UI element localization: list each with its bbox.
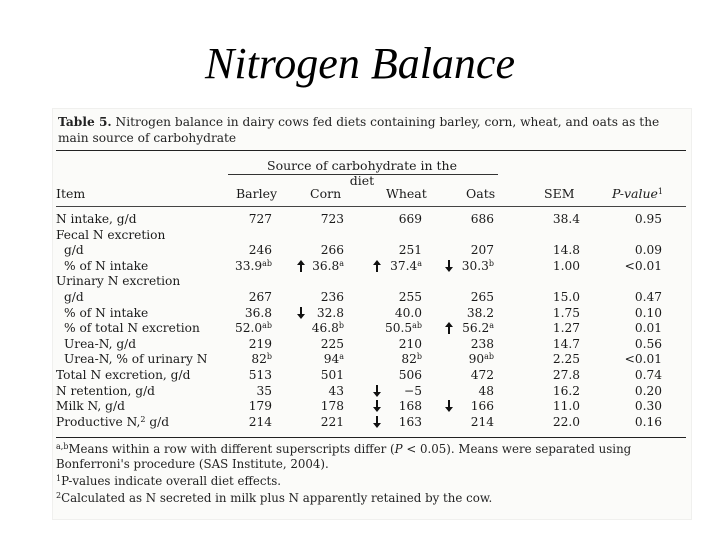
cell-o (452, 306, 494, 320)
col-header-wheat: Wheat (386, 186, 427, 201)
cell-value: 16.2 (552, 383, 580, 398)
cell-p (612, 415, 662, 429)
cell-value: 0.10 (634, 305, 662, 320)
cell-value: 0.01 (634, 321, 662, 336)
slide-title: Nitrogen Balance (205, 39, 515, 88)
cell-value: 0.16 (634, 414, 662, 429)
cell-c (302, 321, 344, 335)
cell-value: 38.2 (466, 305, 494, 320)
cell-sem (530, 321, 580, 335)
cell-p (612, 337, 662, 351)
cell-value: 32.8 (316, 305, 344, 320)
col-header-p-sup: 1 (657, 187, 664, 196)
cell-value: 52.0 (234, 321, 263, 336)
col-header-barley: Barley (236, 186, 278, 201)
cell-value: 0.95 (634, 212, 662, 226)
cell-c (302, 290, 344, 304)
cell-superscript: b (266, 352, 272, 362)
col-header-sem: SEM (544, 186, 575, 201)
arrow-down-icon (444, 259, 454, 273)
arrow-down-icon (296, 306, 306, 320)
cell-c (302, 352, 344, 366)
cell-value: 179 (248, 399, 272, 414)
cell-o (452, 368, 494, 382)
cell-value: 82 (251, 352, 267, 367)
table-row (52, 228, 692, 242)
cell-value: 0.20 (634, 383, 662, 398)
cell-value: 214 (248, 414, 272, 429)
row-item (64, 337, 136, 351)
cell-c (302, 384, 344, 398)
cell-value: 267 (248, 290, 272, 304)
row-item-text: Urea-N, % of urinary N (64, 352, 208, 367)
cell-o (452, 243, 494, 257)
footnote-2-sup: 1 (56, 474, 62, 483)
cell-value: 0.56 (634, 336, 662, 351)
cell-value: 22.0 (552, 414, 580, 429)
cell-value: 14.7 (552, 336, 580, 351)
cell-sem (530, 415, 580, 429)
cell-value: 168 (398, 399, 422, 414)
arrow-up-icon (444, 321, 454, 335)
cell-o (452, 337, 494, 351)
arrow-up-icon (372, 259, 382, 273)
cell-value: 246 (248, 243, 272, 258)
cell-value: 36.8 (244, 305, 272, 320)
arrow-down-icon (372, 384, 382, 398)
cell-c (302, 399, 344, 413)
cell-value: 0.47 (634, 290, 662, 304)
cell-superscript: a (489, 321, 494, 331)
footnote-3-sup: 2 (56, 491, 62, 500)
cell-o (452, 399, 494, 413)
row-item (64, 321, 200, 335)
footnote-3-text: Calculated as N secreted in milk plus N apparently retained by the cow. (61, 491, 493, 505)
cell-b (230, 368, 272, 382)
arrow-up-icon (296, 259, 306, 273)
cell-superscript: a (339, 352, 344, 362)
cell-sem (530, 337, 580, 351)
cell-w (380, 243, 422, 257)
col-header-p-text: P-value (612, 186, 658, 201)
cell-value: 210 (398, 336, 422, 351)
cell-b (230, 352, 272, 366)
cell-b (230, 212, 272, 226)
table-row (52, 321, 692, 335)
cell-value: 265 (470, 290, 494, 304)
row-item (56, 212, 137, 226)
cell-p (612, 384, 662, 398)
footnote-3 (56, 491, 686, 506)
cell-p (612, 321, 662, 335)
row-item-tail: g/d (145, 414, 170, 429)
cell-b (230, 384, 272, 398)
cell-value: 1.27 (552, 321, 580, 336)
arrow-down-icon (372, 399, 382, 413)
cell-value: 14.8 (552, 243, 580, 258)
arrow-down-icon (372, 415, 382, 429)
cell-p (612, 290, 662, 304)
cell-superscript: ab (484, 352, 494, 362)
group-header: Source of carbohydrate in the diet (267, 158, 457, 188)
cell-value: <0.01 (624, 258, 662, 273)
cell-sem (530, 290, 580, 304)
row-item (56, 384, 155, 398)
cell-sem (530, 212, 580, 226)
cell-p (612, 212, 662, 226)
col-header-item: Item (56, 186, 86, 201)
cell-o (452, 352, 494, 366)
cell-value: 40.0 (394, 305, 422, 320)
table-scan (52, 108, 692, 520)
row-item-text: Urea-N, g/d (64, 336, 137, 351)
cell-w (380, 321, 422, 335)
bottom-rule (56, 437, 686, 438)
cell-value: 251 (398, 243, 422, 258)
cell-value: 38.4 (552, 212, 580, 226)
cell-p (612, 368, 662, 382)
table-row (52, 290, 692, 304)
row-item-text: Urinary N excretion (56, 274, 181, 289)
row-item (64, 259, 148, 273)
cell-superscript: b (338, 321, 344, 331)
arrow-down-icon (444, 399, 454, 413)
cell-w (380, 290, 422, 304)
cell-value: 501 (320, 368, 344, 382)
table-row (52, 337, 692, 351)
cell-value: 221 (320, 414, 344, 429)
cell-c (302, 415, 344, 429)
footnote-1 (56, 442, 686, 472)
col-header-corn: Corn (310, 186, 342, 201)
caption-text: Nitrogen balance in dairy cows fed diets containing barley, corn, wheat, and oats as the main source of carbohydrate (58, 115, 660, 145)
row-item-text: g/d (64, 243, 84, 258)
table-row (52, 212, 692, 226)
row-item-text: Milk N, g/d (56, 399, 125, 414)
cell-w (380, 399, 422, 413)
cell-value: 33.9 (234, 258, 263, 273)
row-item-sup: 2 (140, 414, 146, 424)
cell-c (302, 306, 344, 320)
cell-sem (530, 243, 580, 257)
cell-value: 15.0 (552, 290, 580, 304)
row-item (56, 274, 180, 288)
cell-b (230, 259, 272, 273)
cell-value: 727 (248, 212, 272, 226)
cell-w (380, 384, 422, 398)
cell-superscript: ab (262, 321, 272, 331)
cell-value: 50.5 (384, 321, 413, 336)
cell-b (230, 399, 272, 413)
cell-o (452, 384, 494, 398)
footnote-1-text-b: < 0.05). Means were separated using Bonferroni's procedure (SAS Institute, 2004). (56, 442, 632, 471)
cell-value: <0.01 (624, 352, 662, 367)
table-row (52, 368, 692, 382)
cell-p (612, 259, 662, 273)
cell-value: 219 (248, 336, 272, 351)
table-row (52, 274, 692, 288)
cell-value: 94 (323, 352, 340, 367)
cell-value: 513 (248, 368, 272, 382)
header-rule (56, 206, 686, 207)
cell-sem (530, 368, 580, 382)
cell-value: 686 (470, 212, 494, 226)
cell-b (230, 321, 272, 335)
col-header-p (612, 186, 663, 201)
cell-o (452, 212, 494, 226)
cell-b (230, 337, 272, 351)
row-item (64, 290, 84, 304)
cell-w (380, 212, 422, 226)
cell-c (302, 243, 344, 257)
cell-o (452, 259, 494, 273)
cell-w (380, 415, 422, 429)
cell-w (380, 306, 422, 320)
cell-sem (530, 352, 580, 366)
cell-value: 36.8 (312, 258, 340, 273)
top-rule (56, 150, 686, 151)
cell-sem (530, 384, 580, 398)
table-row (52, 306, 692, 320)
row-item (56, 228, 165, 242)
cell-o (452, 415, 494, 429)
row-item-text: % of N intake (64, 258, 149, 273)
cell-value: 11.0 (552, 399, 580, 414)
cell-superscript: b (488, 258, 494, 268)
row-item (56, 399, 125, 413)
cell-value: 1.00 (552, 258, 580, 273)
cell-value: 207 (470, 243, 494, 258)
cell-value: 43 (328, 383, 344, 398)
cell-value: 1.75 (552, 305, 580, 320)
cell-superscript: ab (412, 321, 422, 331)
cell-value: 0.74 (634, 368, 662, 382)
cell-value: 56.2 (462, 321, 490, 336)
cell-value: 27.8 (552, 368, 580, 382)
group-rule (228, 174, 498, 175)
cell-value: 236 (320, 290, 344, 304)
cell-w (380, 352, 422, 366)
cell-value: 0.30 (634, 399, 662, 414)
cell-c (302, 368, 344, 382)
cell-value: 166 (470, 399, 494, 414)
cell-value: 163 (398, 414, 422, 429)
cell-value: 266 (320, 243, 344, 258)
cell-superscript: a (339, 258, 344, 268)
row-item (56, 368, 190, 382)
footnote-1-text-a: Means within a row with different superscripts differ ( (68, 442, 395, 456)
cell-c (302, 212, 344, 226)
cell-value: 472 (470, 368, 494, 382)
cell-value: 178 (320, 399, 344, 414)
row-item-text: % of N intake (64, 305, 149, 320)
row-item-text: Fecal N excretion (56, 227, 166, 242)
cell-superscript: a (417, 258, 422, 268)
cell-value: 82 (401, 352, 417, 367)
cell-w (380, 259, 422, 273)
row-item (56, 415, 169, 429)
cell-superscript: ab (262, 258, 272, 268)
cell-w (380, 337, 422, 351)
row-item (64, 243, 84, 257)
cell-c (302, 337, 344, 351)
footnote-2-text: P-values indicate overall diet effects. (61, 474, 282, 488)
cell-value: 46.8 (311, 321, 339, 336)
cell-c (302, 259, 344, 273)
cell-value: 225 (320, 336, 344, 351)
cell-value: 255 (398, 290, 422, 304)
row-item-text: Productive N, (56, 414, 141, 429)
cell-b (230, 243, 272, 257)
cell-value: 669 (398, 212, 422, 226)
row-item (64, 306, 148, 320)
row-item-text: Total N excretion, g/d (56, 368, 191, 382)
cell-value: 2.25 (552, 352, 580, 367)
cell-b (230, 306, 272, 320)
footnote-2 (56, 474, 686, 489)
cell-value: 35 (256, 383, 272, 398)
cell-value: 48 (478, 383, 494, 398)
cell-sem (530, 259, 580, 273)
row-item-text: N intake, g/d (56, 212, 137, 226)
row-item (64, 352, 207, 366)
cell-sem (530, 306, 580, 320)
caption-label: Table 5. (58, 115, 112, 129)
col-header-oats: Oats (466, 186, 496, 201)
cell-p (612, 243, 662, 257)
cell-w (380, 368, 422, 382)
cell-value: 37.4 (390, 258, 418, 273)
cell-value: 238 (470, 336, 494, 351)
cell-o (452, 290, 494, 304)
row-item-text: % of total N excretion (64, 321, 200, 336)
cell-value: 506 (398, 368, 422, 382)
table-caption (58, 114, 686, 146)
row-item-text: g/d (64, 290, 84, 304)
table-row (52, 352, 692, 366)
cell-p (612, 352, 662, 366)
cell-superscript: b (416, 352, 422, 362)
cell-p (612, 306, 662, 320)
cell-value: 214 (470, 414, 494, 429)
cell-o (452, 321, 494, 335)
cell-b (230, 415, 272, 429)
footnote-1-p: P (394, 442, 403, 456)
row-item-text: N retention, g/d (56, 383, 155, 398)
cell-value: 90 (468, 352, 485, 367)
table-row (52, 243, 692, 257)
footnote-1-sup: a,b (56, 442, 69, 451)
cell-value: 723 (320, 212, 344, 226)
cell-b (230, 290, 272, 304)
cell-value: 30.3 (461, 258, 489, 273)
cell-value: 0.09 (634, 243, 662, 258)
cell-value: −5 (404, 383, 422, 398)
cell-p (612, 399, 662, 413)
footnotes (56, 442, 686, 508)
cell-sem (530, 399, 580, 413)
